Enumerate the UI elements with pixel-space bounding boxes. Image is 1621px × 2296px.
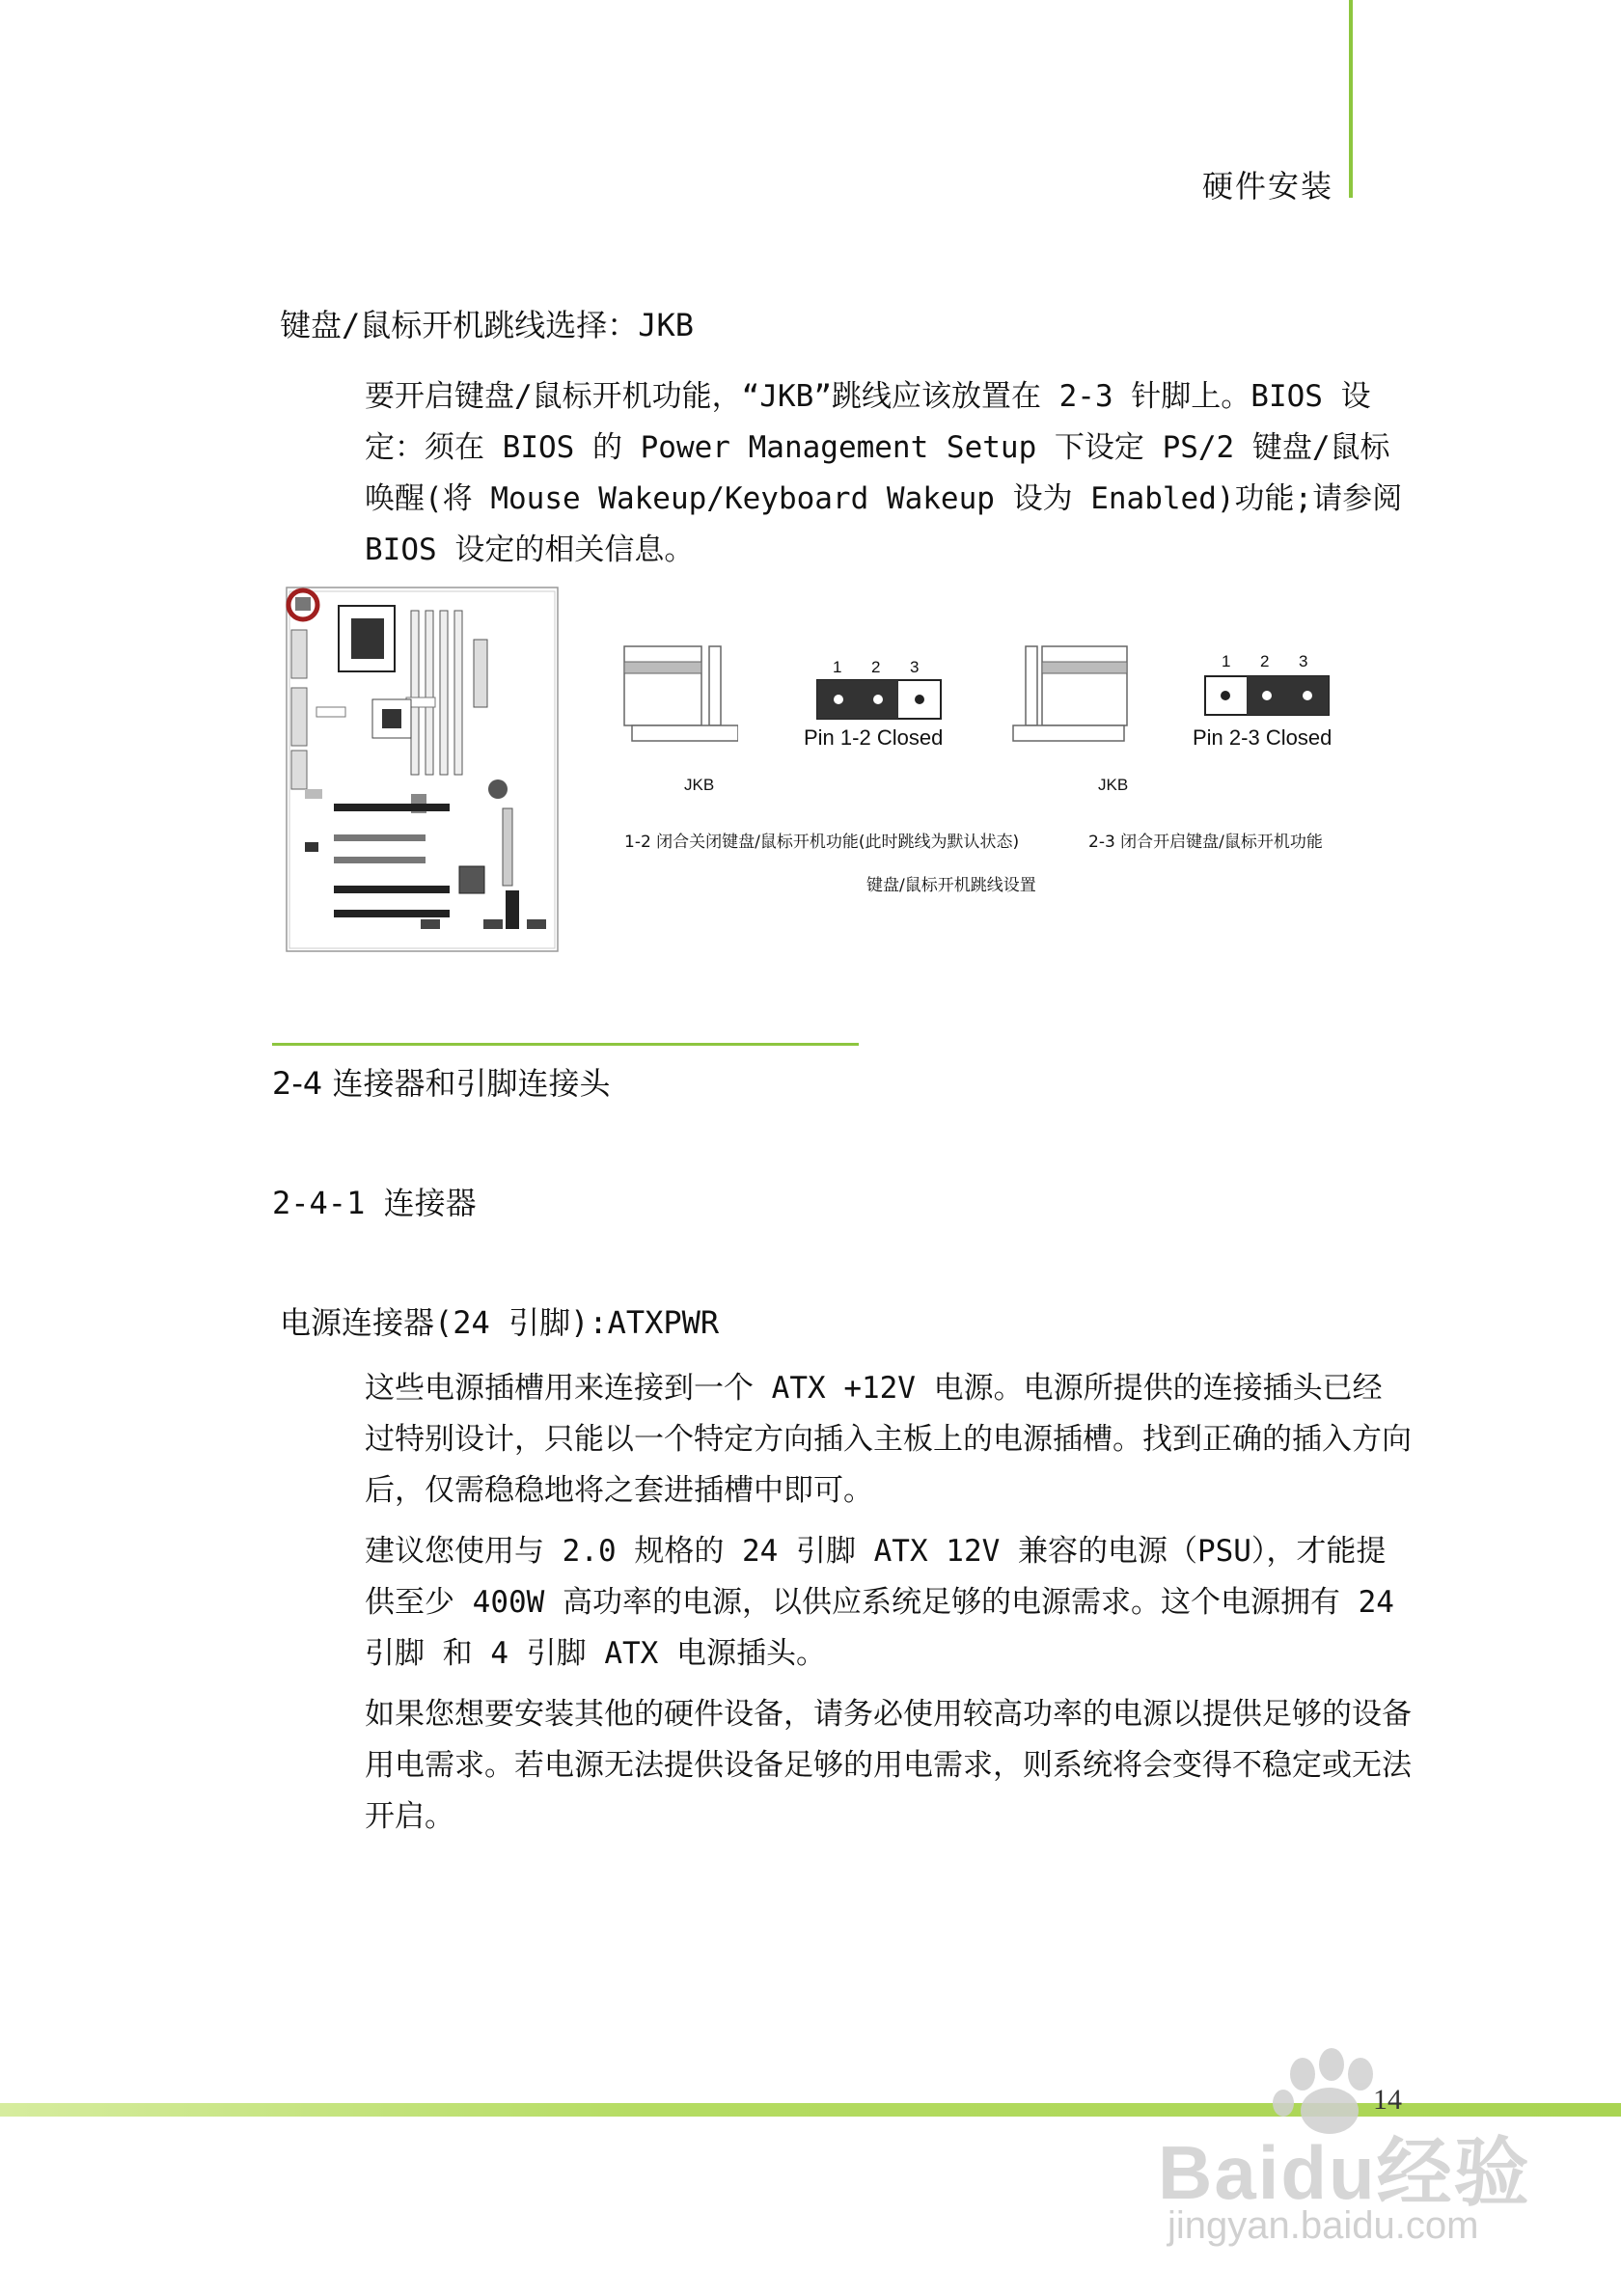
power-paragraph-1: 这些电源插槽用来连接到一个 ATX +12V 电源。电源所提供的连接插头已经过特别设计，只能以一个特定方向插入主板上的电源插槽。找到正确的插入方向后，仅需稳稳地将之套进插槽中即可。: [365, 1371, 1412, 1508]
figure-caption-right: 2-3 闭合开启键盘/鼠标开机功能: [1088, 833, 1323, 852]
header-title: 硬件安装: [1201, 168, 1333, 205]
pin-number-3-right: 3: [1299, 652, 1308, 670]
power-heading: 电源连接器(24 引脚):ATXPWR: [280, 1304, 720, 1341]
pin-number-3-left: 3: [910, 658, 920, 676]
pin-number-1-left: 1: [833, 658, 842, 676]
jkb-label-left: JKB: [684, 776, 715, 794]
watermark-brand: Baidu经验: [1158, 2130, 1531, 2215]
jkb-body: [365, 371, 1412, 586]
section-divider: [272, 1043, 859, 1046]
jkb-heading: 键盘/鼠标开机跳线选择：JKB: [280, 307, 695, 343]
pin-block-right: [1204, 675, 1330, 716]
pin-number-2-left: 2: [871, 658, 881, 676]
page-number: 14: [1373, 2084, 1402, 2116]
jumper-cap-right: [1011, 644, 1132, 751]
motherboard-diagram: [286, 582, 562, 954]
subsection-title: 2-4-1 连接器: [272, 1185, 477, 1221]
pin-number-2-right: 2: [1260, 652, 1270, 670]
power-body: [365, 1363, 1412, 1852]
jkb-paragraph: 要开启键盘/鼠标开机功能，“JKB”跳线应该放置在 2-3 针脚上。BIOS 设定：须在 BIOS 的 Power Management Setup 下设定 PS/2 键盘/鼠标唤醒(将 Mouse Wakeup/Keyboard Wakeup 设为 Enabled)功能;请参阅 BIOS 设定的相关信息。: [365, 379, 1403, 567]
watermark-url: jingyan.baidu.com: [1168, 2204, 1479, 2247]
pin-block-left: [816, 679, 942, 720]
pin-number-1-right: 1: [1222, 652, 1231, 670]
power-paragraph-3: 如果您想要安装其他的硬件设备，请务必使用较高功率的电源以提供足够的设备用电需求。若电源无法提供设备足够的用电需求，则系统将会变得不稳定或无法开启。: [365, 1697, 1412, 1834]
power-paragraph-2: 建议您使用与 2.0 规格的 24 引脚 ATX 12V 兼容的电源（PSU），才能提供至少 400W 高功率的电源，以供应系统足够的电源需求。这个电源拥有 24 引脚 和 4 引脚 ATX 电源插头。: [365, 1534, 1394, 1671]
jkb-label-right: JKB: [1098, 776, 1129, 794]
pin-closed-label-right: Pin 2-3 Closed: [1193, 725, 1333, 750]
figure-caption-left: 1-2 闭合关闭键盘/鼠标开机功能(此时跳线为默认状态): [624, 833, 1020, 852]
section-title: 2-4 连接器和引脚连接头: [272, 1065, 611, 1102]
pin-closed-label-left: Pin 1-2 Closed: [804, 725, 944, 750]
figure-caption-center: 键盘/鼠标开机跳线设置: [866, 876, 1036, 895]
jumper-cap-left: [622, 644, 738, 751]
header-accent-line: [1349, 0, 1353, 198]
baidu-watermark: [1158, 2036, 1611, 2257]
